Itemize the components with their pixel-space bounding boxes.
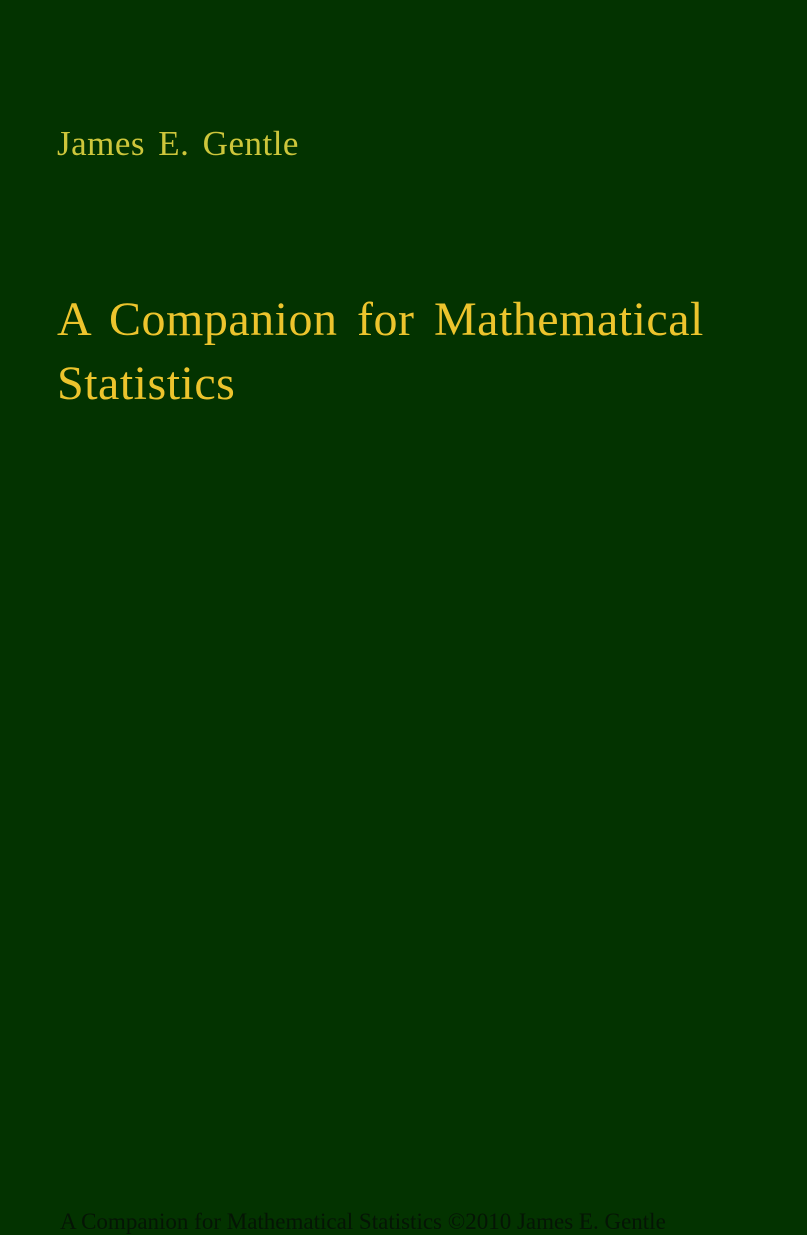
- book-title: A Companion for Mathematical Statistics: [57, 293, 704, 410]
- author-name: James E. Gentle: [57, 124, 299, 163]
- footer-copyright-line: A Companion for Mathematical Statistics ©2010 James E. Gentle: [60, 1209, 666, 1234]
